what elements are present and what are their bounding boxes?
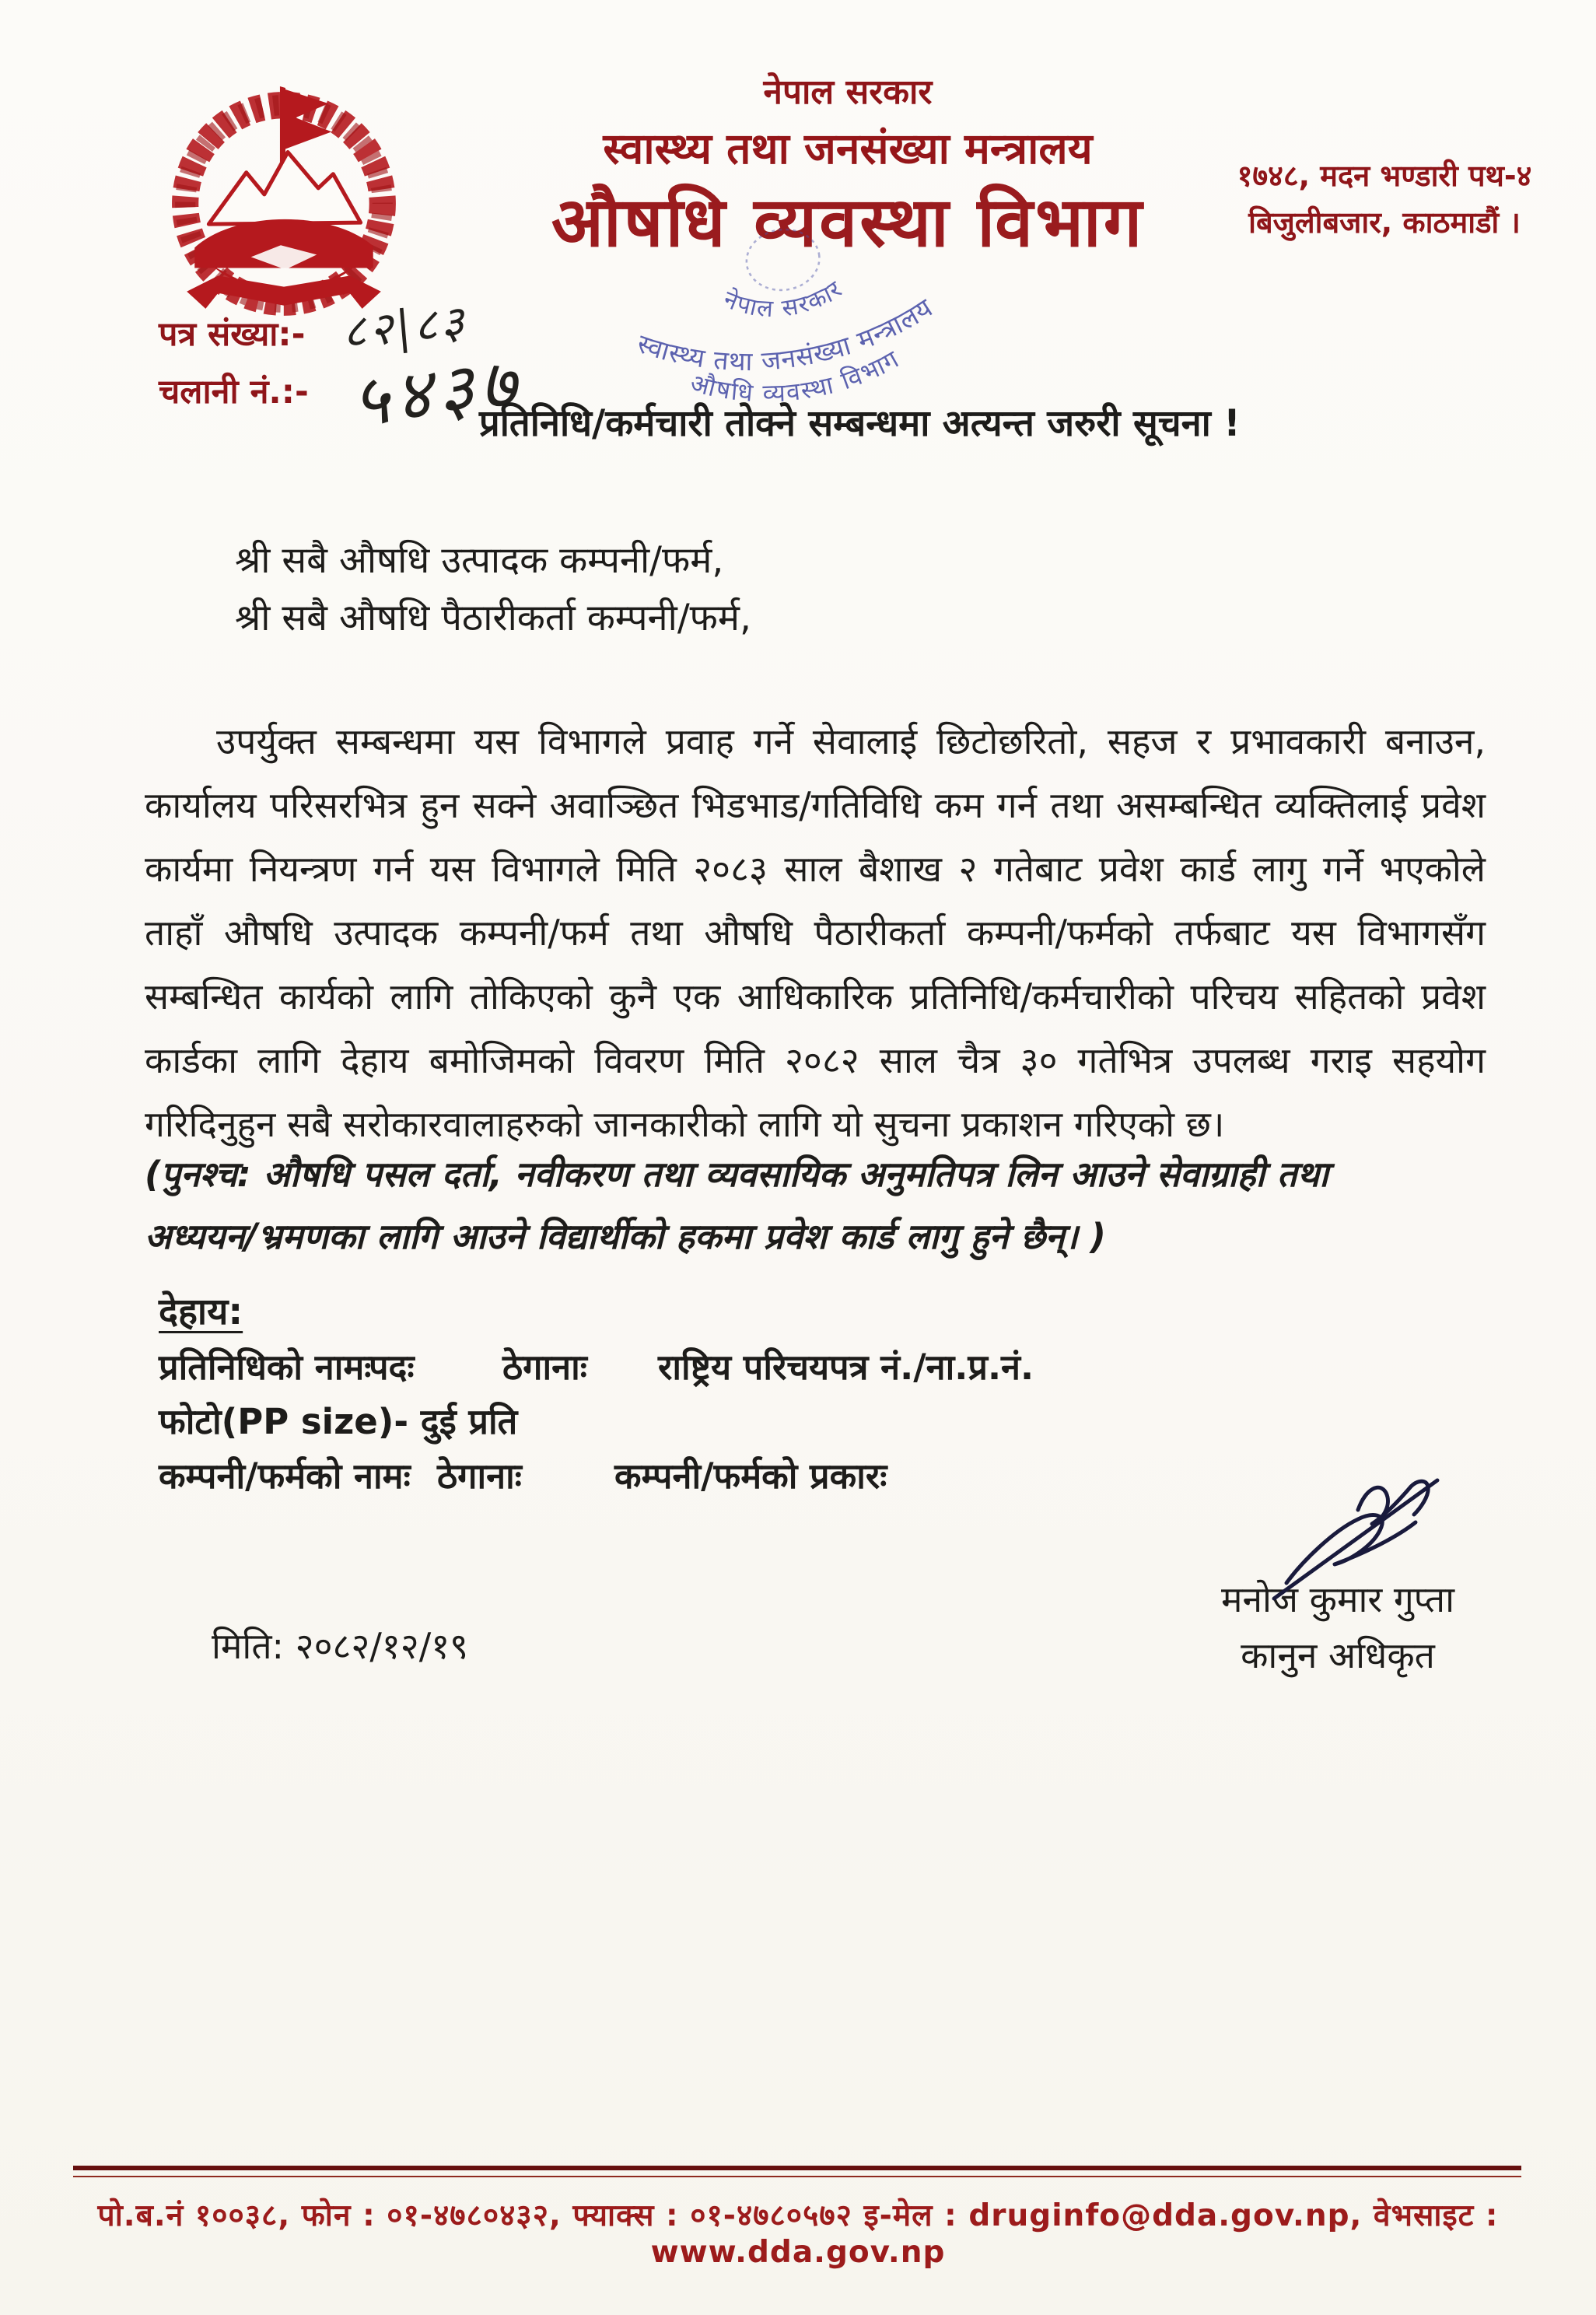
addressee-line: श्री सबै औषधि पैठारीकर्ता कम्पनी/फर्म, <box>235 597 751 639</box>
detail-post-label: पदः <box>369 1347 415 1388</box>
stamp-emblem-outline <box>743 225 824 295</box>
ministry-name: स्वास्थ्य तथा जनसंख्या मन्त्रालय <box>603 124 1093 173</box>
signatory-name: मनोज कुमार गुप्ता <box>1220 1578 1455 1620</box>
office-address-line1: १७४८, मदन भण्डारी पथ-४ <box>1237 159 1532 193</box>
body-paragraph <box>145 711 1486 1158</box>
blue-office-stamp-icon <box>591 216 988 419</box>
note-line: अध्ययन/भ्रमणका लागि आउने विद्यार्थीको हकमा प्रवेश कार्ड लागु हुने छैन्। ) <box>145 1216 1107 1257</box>
stamp-text-line1: नेपाल सरकार <box>719 275 849 324</box>
government-name: नेपाल सरकार <box>763 72 933 112</box>
body-line: कार्डका लागि देहाय बमोजिमको विवरण मिति २०८२ साल चैत्र ३० गतेभित्र उपलब्ध गराइ सहयोग <box>145 1039 1486 1081</box>
dispatch-number-value: ५४३७ <box>347 341 527 443</box>
detail-photo-label: फोटो(PP size)- दुई प्रति <box>159 1401 518 1442</box>
detail-company-name-label: कम्पनी/फर्मको नामः <box>159 1455 411 1497</box>
postscript-note <box>145 1145 1493 1270</box>
department-name: औषधि व्यवस्था विभाग <box>551 182 1145 262</box>
body-line: कार्यमा नियन्त्रण गर्न यस विभागले मिति २०८३ साल बैशाख २ गतेबाट प्रवेश कार्ड लागु गर्ने भएकोले <box>145 848 1486 890</box>
body-line: सम्बन्धित कार्यको लागि तोकिएको कुनै एक आधिकारिक प्रतिनिधि/कर्मचारीको परिचय सहितको प्रवेश <box>145 975 1486 1017</box>
signatory-title: कानुन अधिकृत <box>1241 1634 1435 1676</box>
stamp-text-line2: स्वास्थ्य तथा जनसंख्या मन्त्रालय <box>633 292 939 377</box>
addressee-line: श्री सबै औषधि उत्पादक कम्पनी/फर्म, <box>235 539 724 582</box>
signature-stroke <box>1286 1515 1416 1583</box>
svg-text:नेपाल सरकार <box>716 269 850 331</box>
office-address <box>1217 152 1552 246</box>
detail-company-type-label: कम्पनी/फर्मको प्रकारः <box>614 1455 887 1497</box>
detail-representative-name-label: प्रतिनिधिको नामः <box>159 1347 372 1388</box>
subject-line: प्रतिनिधि/कर्मचारी तोक्ने सम्बन्धमा अत्यन्त जरुरी सूचना ! <box>479 402 1241 445</box>
letter-number-label: पत्र संख्या:- <box>159 315 306 354</box>
signature-stroke <box>1358 1481 1428 1524</box>
letter-date: मिति: २०८२/१२/१९ <box>212 1625 469 1667</box>
body-line: कार्यालय परिसरभित्र हुन सक्ने अवाञ्छित भिडभाड/गतिविधि कम गर्न तथा असम्बन्धित व्यक्तिलाई प्रवेश <box>145 784 1486 826</box>
letter-number-value: ८२|८३ <box>340 295 470 359</box>
footer-contact-info: पो.ब.नं १००३८, फोन : ०१-४७८०४३२, फ्याक्स : ०१-४७८०५७२ इ-मेल : druginfo@dda.gov.np, वेभसाइट : www.dda.gov.np <box>97 2198 1499 2270</box>
stamp-text-line3: औषधि व्यवस्था विभाग <box>687 345 905 408</box>
body-line: ताहाँ औषधि उत्पादक कम्पनी/फर्म तथा औषधि पैठारीकर्ता कम्पनी/फर्मको तर्फबाट यस विभागसँग <box>145 912 1486 954</box>
emblem-mountain <box>208 152 360 225</box>
detail-address-label: ठेगानाः <box>502 1347 587 1388</box>
office-address-line2: बिजुलीबजार, काठमाडौं । <box>1248 205 1521 240</box>
detail-company-address-label: ठेगानाः <box>437 1455 522 1497</box>
signature-ink-icon <box>1241 1473 1475 1607</box>
body-line: गरिदिनुहुन सबै सरोकारवालाहरुको जानकारीको लागि यो सुचना प्रकाशन गरिएको छ। <box>145 1103 1225 1145</box>
dispatch-number-label: चलानी नं.:- <box>159 373 309 412</box>
note-line: (पुनश्च: औषधि पसल दर्ता, नवीकरण तथा व्यवसायिक अनुमतिपत्र लिन आउने सेवाग्राही तथा <box>145 1154 1328 1195</box>
nepal-flag-pole <box>280 86 285 165</box>
body-line: उपर्युक्त सम्बन्धमा यस विभागले प्रवाह गर्ने सेवालाई छिटोछरितो, सहज र प्रभावकारी बनाउन, <box>216 720 1486 762</box>
detail-national-id-label: राष्ट्रिय परिचयपत्र नं./ना.प्र.नं. <box>658 1347 1034 1388</box>
signature-slash <box>1274 1480 1437 1599</box>
details-heading: देहाय: <box>159 1291 243 1333</box>
footer-divider <box>73 2166 1521 2177</box>
